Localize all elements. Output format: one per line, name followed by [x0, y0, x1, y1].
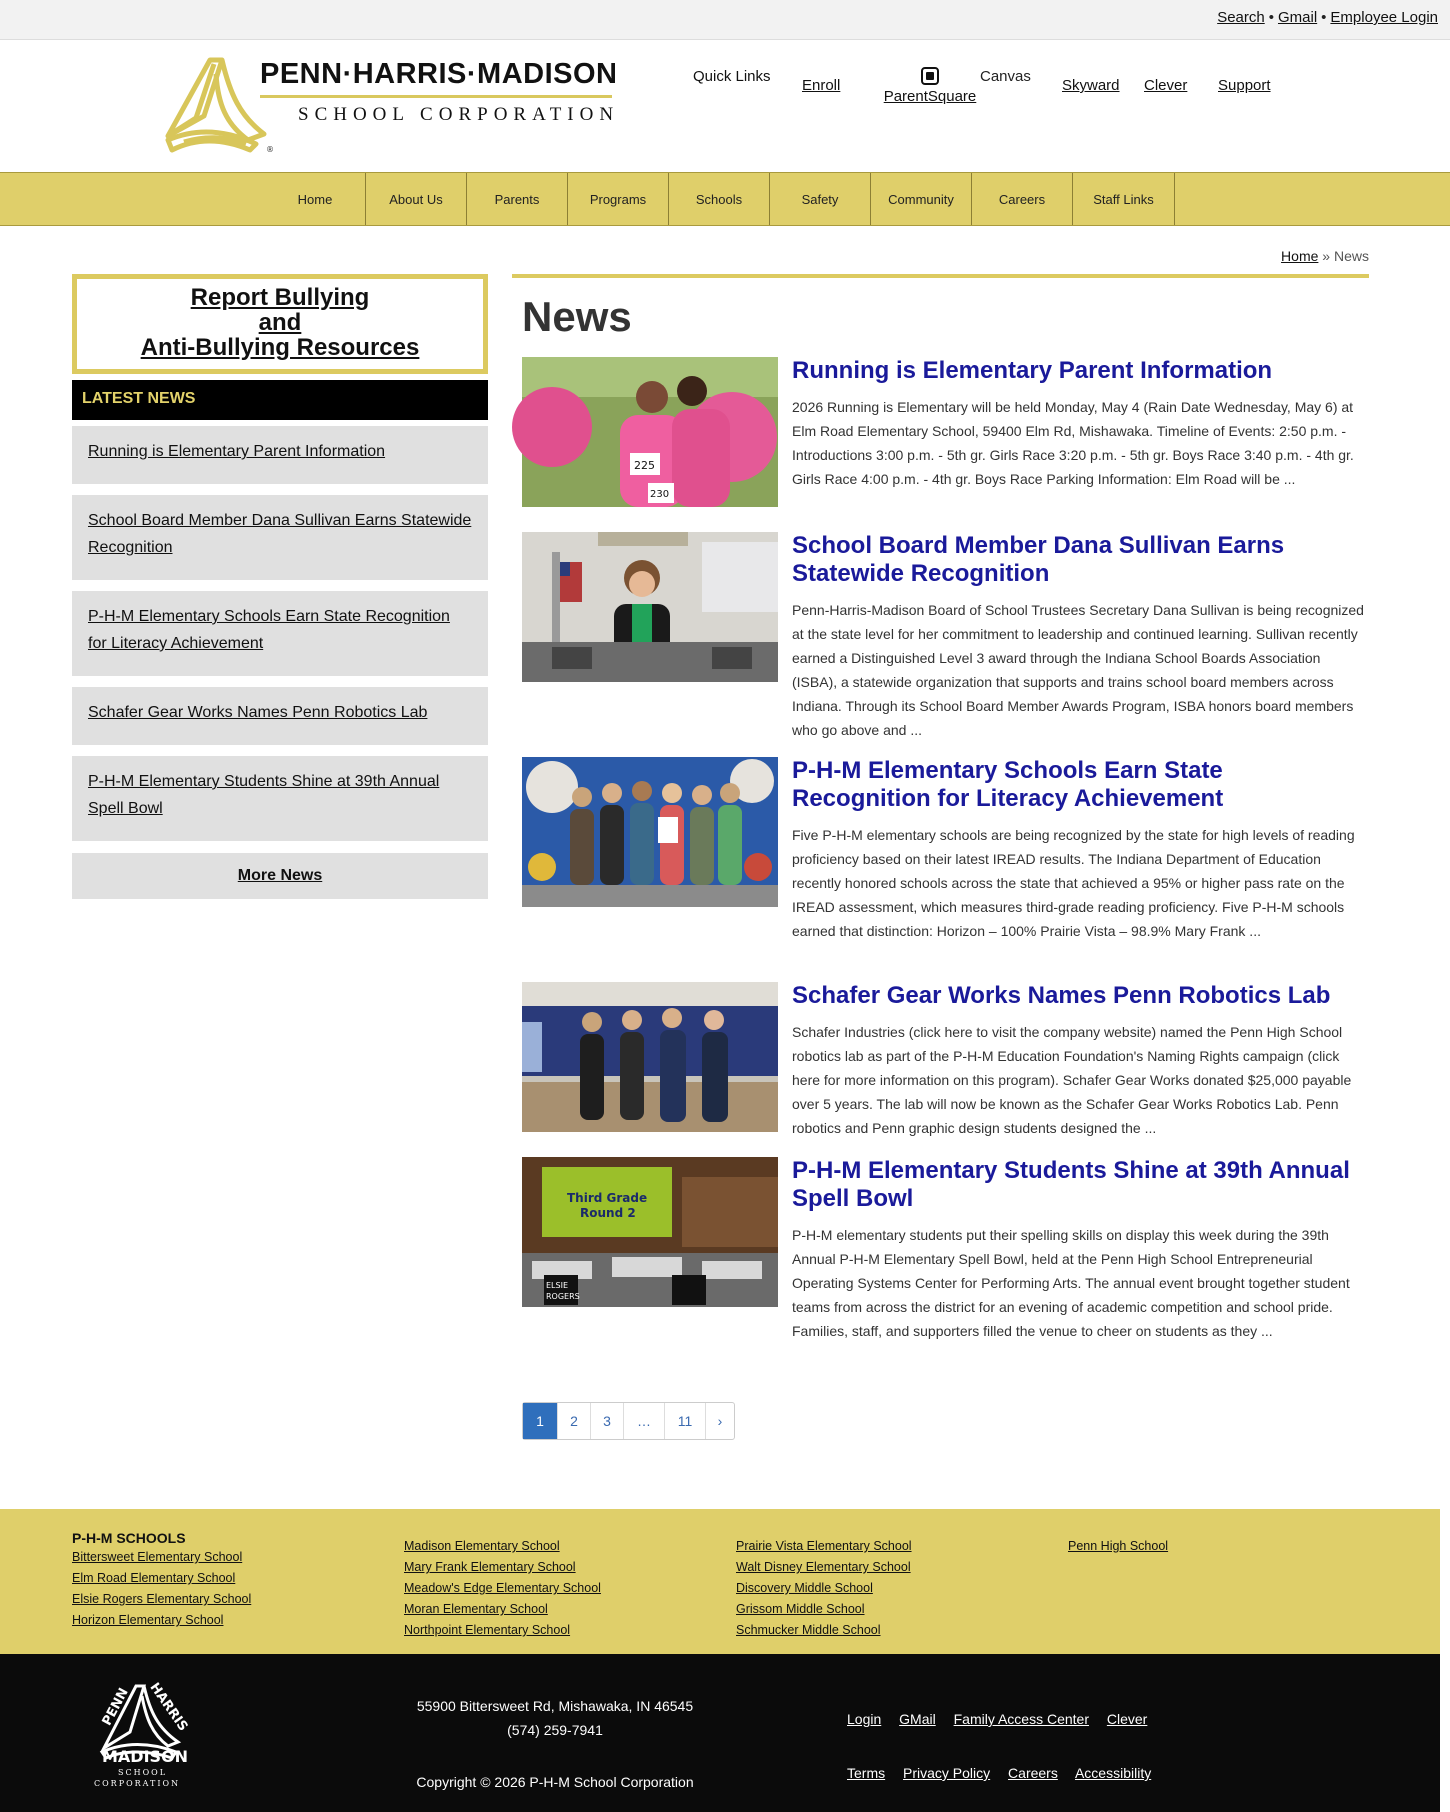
sidebar-news-item	[72, 591, 488, 676]
address-line: 55900 Bittersweet Rd, Mishawaka, IN 46545	[416, 1698, 694, 1714]
article-body	[792, 757, 1367, 943]
nav-schools[interactable]: Schools	[669, 173, 770, 225]
report-bullying-box	[72, 274, 488, 374]
school-link[interactable]: Moran Elementary School	[404, 1602, 548, 1616]
breadcrumb-current: News	[1333, 248, 1369, 264]
school-link[interactable]: Elm Road Elementary School	[72, 1571, 236, 1585]
logo-line1: PENN·HARRIS·MADISON	[260, 58, 618, 90]
svg-text:Round 2: Round 2	[580, 1206, 636, 1220]
utility-links: Search • Gmail • Employee Login	[1217, 9, 1438, 26]
report-bullying-link-line2[interactable]: and	[258, 309, 302, 336]
article-title[interactable]: P-H-M Elementary Schools Earn State Recognition for Literacy Achievement	[792, 757, 1224, 812]
pagination	[522, 1402, 735, 1440]
latest-news-heading: LATEST NEWS	[72, 380, 488, 420]
footer-clever-link[interactable]: Clever	[1106, 1711, 1148, 1727]
sidebar-news-item	[72, 426, 488, 484]
robotics-photo-icon	[522, 982, 778, 1132]
quick-link-canvas[interactable]: Canvas	[980, 68, 1031, 85]
gmail-link[interactable]: Gmail	[1277, 9, 1318, 26]
svg-text:®: ®	[266, 145, 274, 154]
nav-safety[interactable]: Safety	[770, 173, 871, 225]
sidebar-news-link[interactable]: P-H-M Elementary Students Shine at 39th Annual Spell Bowl	[88, 773, 440, 817]
svg-text:ROGERS: ROGERS	[546, 1292, 580, 1301]
page-3-button[interactable]: 3	[590, 1403, 623, 1439]
quick-link-parentsquare[interactable]: ParentSquare	[875, 66, 985, 105]
article-thumbnail[interactable]	[522, 982, 778, 1132]
article-thumbnail[interactable]	[522, 532, 778, 682]
report-bullying-link-line1[interactable]: Report Bullying	[190, 284, 370, 311]
article-excerpt: Schafer Industries (click here to visit the company website) named the Penn High School robotics lab as part of the P-H-M Education Foundation's Naming Rights campaign (click here for more information on this program). Schafer Gear Works donated $25,000 payable over 5 years. The lab will now be known as the Schafer Gear Works Robotics Lab. Penn robotics and Penn graphic design students designed the ...	[792, 1024, 1352, 1136]
schools-col-4	[1068, 1536, 1168, 1557]
school-link[interactable]: Meadow's Edge Elementary School	[404, 1581, 601, 1595]
search-link[interactable]: Search	[1217, 9, 1265, 26]
quick-links-label: Quick Links	[693, 68, 771, 85]
article-body	[792, 532, 1367, 742]
nav-about-us[interactable]: About Us	[366, 173, 467, 225]
sidebar-news-link[interactable]: School Board Member Dana Sullivan Earns Statewide Recognition	[88, 512, 472, 556]
site-logo[interactable]	[160, 54, 620, 166]
sidebar-news-link[interactable]: Schafer Gear Works Names Penn Robotics Lab	[88, 704, 428, 721]
more-news-button[interactable]: More News	[72, 853, 488, 899]
school-link[interactable]: Madison Elementary School	[404, 1539, 560, 1553]
footer-careers-link[interactable]: Careers	[1008, 1765, 1058, 1781]
logo-triangle-icon	[160, 54, 274, 154]
sidebar-news-item	[72, 687, 488, 745]
footer-gmail-link[interactable]: GMail	[899, 1711, 936, 1727]
schools-footer	[0, 1509, 1440, 1654]
page-2-button[interactable]: 2	[557, 1403, 590, 1439]
school-link[interactable]: Mary Frank Elementary School	[404, 1560, 576, 1574]
breadcrumb-home[interactable]: Home	[1281, 248, 1319, 264]
nav-parents[interactable]: Parents	[467, 173, 568, 225]
article-title[interactable]: School Board Member Dana Sullivan Earns Statewide Recognition	[792, 532, 1285, 587]
schools-col-3	[736, 1536, 912, 1641]
nav-community[interactable]: Community	[871, 173, 972, 225]
footer-links-row-1	[847, 1711, 1161, 1727]
quick-link-clever[interactable]: Clever	[1144, 77, 1188, 94]
sidebar-news-link[interactable]: P-H-M Elementary Schools Earn State Recognition for Literacy Achievement	[88, 608, 450, 652]
sidebar-news-item	[72, 756, 488, 841]
school-link[interactable]: Northpoint Elementary School	[404, 1623, 571, 1637]
article-body	[792, 1157, 1367, 1343]
svg-text:PENN: PENN	[99, 1685, 132, 1729]
main-nav	[0, 172, 1450, 226]
svg-text:225: 225	[634, 459, 655, 472]
article-body	[792, 982, 1367, 1140]
footer-links-row-2	[847, 1765, 1165, 1781]
logo-wordmark	[260, 58, 619, 126]
school-link[interactable]: Penn High School	[1068, 1539, 1169, 1553]
logo-divider	[260, 95, 612, 98]
nav-programs[interactable]: Programs	[568, 173, 669, 225]
article-thumbnail[interactable]	[522, 757, 778, 907]
school-link[interactable]: Discovery Middle School	[736, 1581, 873, 1595]
employee-login-link[interactable]: Employee Login	[1330, 9, 1438, 26]
nav-staff-links[interactable]: Staff Links	[1073, 173, 1175, 225]
svg-text:MADISON: MADISON	[102, 1747, 189, 1766]
article-thumbnail[interactable]	[522, 1157, 778, 1307]
svg-text:CORPORATION: CORPORATION	[94, 1779, 181, 1788]
schools-col-2	[404, 1536, 601, 1641]
copyright: Copyright © 2026 P-H-M School Corporation	[416, 1774, 694, 1790]
quick-link-enroll[interactable]: Enroll	[802, 77, 841, 94]
article-body	[792, 357, 1367, 491]
school-link[interactable]: Elsie Rogers Elementary School	[72, 1592, 252, 1606]
board-member-photo-icon	[522, 532, 778, 682]
parentsquare-icon	[920, 66, 940, 86]
school-link[interactable]: Grissom Middle School	[736, 1602, 865, 1616]
footer-login-link[interactable]: Login	[847, 1711, 882, 1727]
svg-text:ELSIE: ELSIE	[546, 1281, 569, 1290]
logo-line2: SCHOOL CORPORATION	[298, 104, 620, 125]
article-excerpt: Five P-H-M elementary schools are being recognized by the state for high levels of reading proficiency based on their latest IREAD results. The Indiana Department of Education recently honored schools across the state that achieved a 95% or higher pass rate on the IREAD assessment, which measures third-grade reading proficiency. Five P-H-M schools earned that distinction: Horizon – 100% Prairie Vista – 98.9% Mary Frank ...	[792, 827, 1355, 939]
page-1-button[interactable]: 1	[523, 1403, 557, 1439]
page-11-button[interactable]: 11	[664, 1403, 705, 1439]
next-page-button[interactable]: ›	[705, 1403, 734, 1439]
schools-heading: P-H-M SCHOOLS	[72, 1530, 186, 1546]
footer-accessibility-link[interactable]: Accessibility	[1074, 1765, 1152, 1781]
footer-address	[370, 1694, 740, 1742]
nav-careers[interactable]: Careers	[972, 173, 1073, 225]
footer-logo[interactable]	[86, 1672, 206, 1792]
article-thumbnail[interactable]	[522, 357, 778, 507]
site-header	[0, 40, 1450, 172]
school-link[interactable]: Prairie Vista Elementary School	[736, 1539, 912, 1553]
breadcrumb	[1281, 248, 1369, 264]
quick-link-support[interactable]: Support	[1218, 77, 1271, 94]
nav-home[interactable]: Home	[265, 173, 366, 225]
svg-text:HARRIS: HARRIS	[146, 1680, 191, 1735]
footer-terms-link[interactable]: Terms	[847, 1765, 886, 1781]
schools-col-1	[72, 1529, 251, 1631]
article-title[interactable]: P-H-M Elementary Students Shine at 39th Annual Spell Bowl	[792, 1157, 1350, 1212]
school-link[interactable]: Horizon Elementary School	[72, 1613, 224, 1627]
svg-text:SCHOOL: SCHOOL	[118, 1768, 168, 1777]
school-link[interactable]: Bittersweet Elementary School	[72, 1550, 243, 1564]
phone-line: (574) 259-7941	[507, 1722, 603, 1738]
svg-text:230: 230	[650, 489, 670, 500]
sidebar-news-item	[72, 495, 488, 580]
spell-bowl-photo-icon	[522, 1157, 778, 1307]
article-excerpt: Penn-Harris-Madison Board of School Trustees Secretary Dana Sullivan is being recognized at the state level for her commitment to leadership and continued learning. Sullivan recently earned a Distinguished Level 3 award through the Indiana School Boards Association (ISBA), a statewide organization that supports and trains school board members across Indiana. Through its School Board Member Awards Program, ISBA honors board members who go above and ...	[792, 602, 1364, 738]
school-link[interactable]: Walt Disney Elementary School	[736, 1560, 911, 1574]
page-ellipsis: …	[623, 1403, 664, 1439]
news-main	[512, 274, 1369, 1339]
footer-logo-icon	[86, 1672, 206, 1792]
sidebar-news-link[interactable]: Running is Elementary Parent Information	[88, 443, 386, 460]
breadcrumb-sep: »	[1322, 248, 1331, 264]
school-link[interactable]: Schmucker Middle School	[736, 1623, 881, 1637]
utility-bar	[0, 0, 1450, 40]
article-excerpt: P-H-M elementary students put their spelling skills on display this week during the 39th Annual P-H-M Elementary Spell Bowl, held at the Penn High School Entrepreneurial Operating Systems Center for Performing Arts. The annual event brought together student teams from across the district for an evening of academic competition and school pride. Families, staff, and supporters filled the venue to cheer on students as they ...	[792, 1227, 1350, 1339]
quick-link-skyward[interactable]: Skyward	[1062, 77, 1120, 94]
svg-text:Third Grade: Third Grade	[567, 1191, 648, 1205]
report-bullying-link-line3[interactable]: Anti-Bullying Resources	[140, 334, 420, 361]
article-title[interactable]: Running is Elementary Parent Information	[792, 357, 1273, 384]
page-title: News	[522, 293, 632, 340]
sidebar	[72, 274, 488, 899]
article-title[interactable]: Schafer Gear Works Names Penn Robotics Lab	[792, 982, 1331, 1009]
article-excerpt: 2026 Running is Elementary will be held Monday, May 4 (Rain Date Wednesday, May 6) at Elm Road Elementary School, 59400 Elm Rd, Mishawaka. Timeline of Events: 2:50 p.m. - Introductions 3:00 p.m. - 5th gr. Girls Race 3:20 p.m. - 5th gr. Boys Race 3:40 p.m. - 4th gr. Girls Race 4:00 p.m. - 4th gr. Boys Race Parking Information: Elm Road will be ...	[792, 399, 1354, 487]
site-footer	[0, 1654, 1440, 1812]
literacy-photo-icon	[522, 757, 778, 907]
footer-family-access-link[interactable]: Family Access Center	[953, 1711, 1089, 1727]
running-photo-icon	[522, 357, 778, 507]
footer-privacy-link[interactable]: Privacy Policy	[903, 1765, 991, 1781]
